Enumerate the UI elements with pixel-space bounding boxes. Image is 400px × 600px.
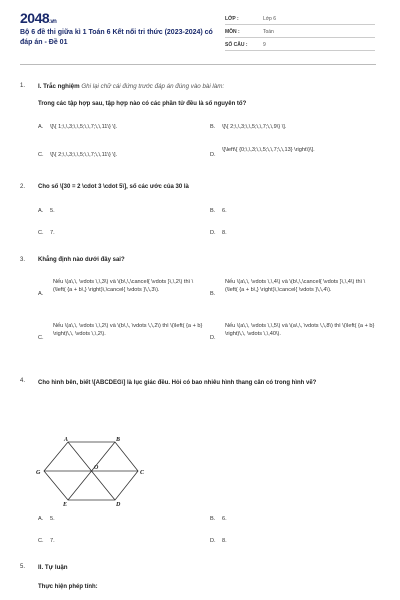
option-key: D. bbox=[210, 230, 216, 236]
question-number: 2. bbox=[20, 184, 26, 190]
question-stem: Cho hình bên, biết \[ABCDEG\] là lục giác đều. Hỏi có bao nhiêu hình thang cân có trong hình vẽ? bbox=[38, 380, 317, 386]
option-text: 7. bbox=[50, 538, 55, 544]
option-text: 8. bbox=[222, 538, 227, 544]
vertex-label-c: C bbox=[140, 470, 145, 476]
meta-key: SỐ CÂU : bbox=[225, 42, 248, 48]
option-text: 7. bbox=[50, 230, 55, 236]
option-text: \[\{ 2;\,\,3;\,\,5;\,\,7;\,\,11\} \]. bbox=[50, 152, 118, 158]
option-text: Nếu \(a\,\, \vdots \,\,5\) và \(a\,\, \vdots \,\,8\) thì \(\left( {a + b} \right)\,\, \vdots \,\,40\). bbox=[225, 323, 375, 337]
vertex-label-a: A bbox=[64, 437, 69, 443]
option-key: C. bbox=[38, 230, 44, 236]
option-key: C. bbox=[38, 335, 44, 341]
vertex-label-b: B bbox=[116, 437, 121, 443]
option-key: D. bbox=[210, 152, 216, 158]
option-key: B. bbox=[210, 516, 216, 522]
meta-key: MÔN : bbox=[225, 29, 240, 35]
meta-value: Lớp 6 bbox=[263, 16, 277, 22]
site-logo[interactable] bbox=[20, 10, 56, 26]
option-key: B. bbox=[210, 124, 216, 130]
section-instruction: Ghi lại chữ cái đứng trước đáp án đúng vào bài làm: bbox=[81, 83, 225, 90]
question-stem: Thực hiện phép tính: bbox=[38, 584, 98, 590]
question-number: 1. bbox=[20, 83, 26, 89]
section-heading: II. Tự luận bbox=[38, 564, 68, 571]
option-key: A. bbox=[38, 208, 44, 214]
option-key: D. bbox=[210, 538, 216, 544]
question-number: 5. bbox=[20, 564, 26, 570]
option-text: 8. bbox=[222, 230, 227, 236]
question-stem: Trong các tập hợp sau, tập hợp nào có các phần tử đều là số nguyên tố? bbox=[38, 101, 247, 107]
header-divider bbox=[20, 64, 376, 65]
option-text: \[\{ 1;\,\,3;\,\,5;\,\,7;\,\,11\} \]. bbox=[50, 124, 118, 130]
question-stem: Khẳng định nào dưới đây sai? bbox=[38, 257, 125, 263]
vertex-label-e: E bbox=[63, 502, 68, 506]
meta-row-count bbox=[225, 38, 375, 51]
option-text: 5. bbox=[50, 208, 55, 214]
hexagon-figure bbox=[30, 436, 160, 506]
option-text: Nếu \(a\,\, \vdots \,\,2\) và \(b\,\, \vdots \,\,2\) thì \(\left( {a + b} \right)\,\, \vdots \,\,2\). bbox=[53, 323, 203, 337]
option-key: A. bbox=[38, 124, 44, 130]
option-key: B. bbox=[210, 208, 216, 214]
logo-suffix-text: .vn bbox=[49, 19, 57, 25]
meta-value: 9 bbox=[263, 42, 266, 48]
logo-main-text: 2048 bbox=[20, 10, 50, 26]
meta-key: LỚP : bbox=[225, 16, 239, 22]
option-text: \[\left\{ {0;\,\,3;\,\,5;\,\,7;\,\,13} \right\}\]. bbox=[222, 147, 315, 153]
option-text: 6. bbox=[222, 516, 227, 522]
option-key: C. bbox=[38, 538, 44, 544]
meta-table bbox=[225, 12, 375, 51]
vertex-label-d: D bbox=[116, 502, 121, 506]
meta-row-subject bbox=[225, 25, 375, 38]
vertex-label-g: G bbox=[36, 470, 41, 476]
question-stem: Cho số \[30 = 2 \cdot 3 \cdot 5\], số các ước của 30 là bbox=[38, 184, 189, 190]
center-label-o: O bbox=[94, 465, 99, 471]
option-key: D. bbox=[210, 335, 216, 341]
section-heading-text: I. Trắc nghiệm bbox=[38, 83, 80, 90]
meta-value: Toán bbox=[263, 29, 274, 35]
option-key: A. bbox=[38, 291, 44, 297]
question-number: 4. bbox=[20, 378, 26, 384]
option-text: \[\{ 2;\,\,3;\,\,5;\,\,7;\,\,9\} \]. bbox=[222, 124, 287, 130]
option-key: B. bbox=[210, 291, 216, 297]
option-text: 6. bbox=[222, 208, 227, 214]
option-text: Nếu \(a\,\, \vdots \,\,4\) và \(b\,\,\cancel{ \vdots }\,\,4\) thì \(\left( {a + b\,} \right)\,\cancel{ \vdots }\,\,4\). bbox=[225, 279, 366, 293]
meta-row-class bbox=[225, 12, 375, 25]
option-key: C. bbox=[38, 152, 44, 158]
option-text: 5. bbox=[50, 516, 55, 522]
option-key: A. bbox=[38, 516, 44, 522]
document-title: Bộ 6 đề thi giữa kì 1 Toán 6 Kết nối tri thức (2023-2024) có đáp án - Đề 01 bbox=[20, 29, 213, 46]
option-text: Nếu \(a\,\, \vdots \,\,3\) và \(b\,\,\cancel{ \vdots }\,\,2\) thì \(\left( {a + b\,} \right)\,\cancel{ \vdots }\,\,3\). bbox=[53, 279, 194, 293]
section-heading bbox=[38, 83, 224, 90]
question-number: 3. bbox=[20, 257, 26, 263]
